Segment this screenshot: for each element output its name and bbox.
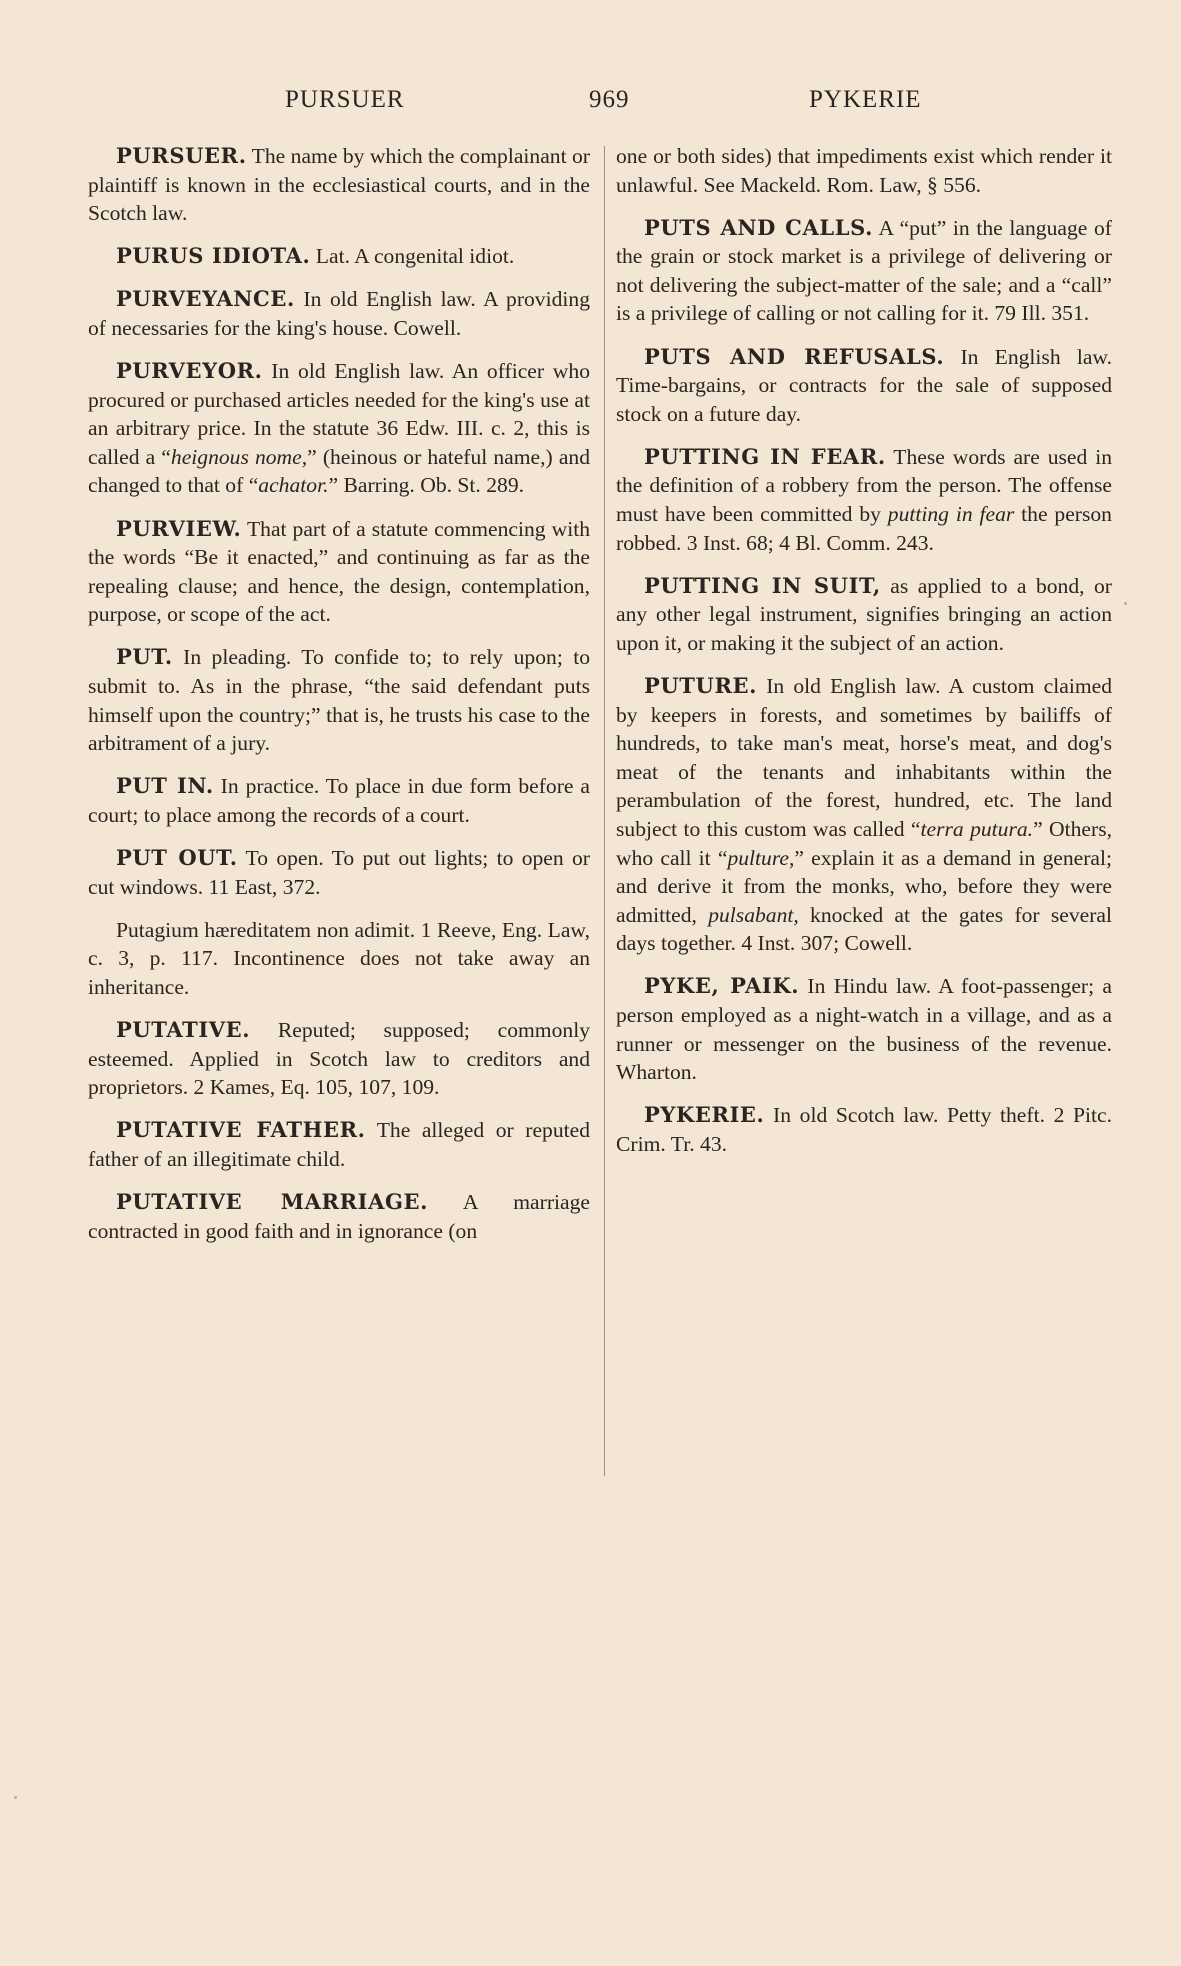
header-last-word: PYKERIE xyxy=(809,86,922,113)
entry-continuation xyxy=(616,142,1112,199)
definition: ” (heinous or hateful name,) and changed to that of “ xyxy=(88,444,590,498)
definition: The name by which the complainant or plaintiff is known in the ecclesiastical courts, and in the Scotch law. xyxy=(88,144,590,226)
headword: PUT OUT. xyxy=(116,844,238,870)
headword: PUT IN. xyxy=(116,773,214,799)
definition-italic: pulture, xyxy=(727,845,795,870)
definition: That part of a statute commencing with the words “Be it enacted,” and continuing as far as the repealing clause; and hence, the design, contemplation, purpose, or scope of the act. xyxy=(88,516,590,627)
entry-putative-father xyxy=(88,1116,590,1173)
entry-purus-idiota xyxy=(88,242,590,271)
definition: To open. To put out lights; to open or cut windows. 11 East, 372. xyxy=(88,845,590,899)
definition: Reputed; supposed; commonly esteemed. Applied in Scotch law to creditors and proprietors. 2 Kames, Eq. 105, 107, 109. xyxy=(88,1017,590,1100)
definition: as applied to a bond, or any other legal instrument, signifies bringing an action upon it, or making it the subject of an action. xyxy=(616,573,1112,655)
definition: The alleged or reputed father of an illegitimate child. xyxy=(88,1118,591,1171)
header-first-word: PURSUER xyxy=(285,86,405,113)
headword: PURVIEW. xyxy=(116,515,242,541)
entry-putagium xyxy=(88,916,590,1002)
definition: In old English law. A providing of necessaries for the king's house. Cowell. xyxy=(88,287,590,340)
headword: PUTTING IN SUIT, xyxy=(644,572,881,598)
entry-purview xyxy=(88,515,590,629)
definition: These words are used in the definition of a robbery from the person. The offense must have been committed by xyxy=(616,444,1113,527)
definition: In Hindu law. A foot-passenger; a person employed as a night-watch in a village, and as a runner or messenger on the business of the revenue. Wharton. xyxy=(616,974,1112,1085)
page-number: 969 xyxy=(589,86,630,113)
paper-speck xyxy=(14,1796,17,1799)
definition: A “put” in the language of the grain or stock market is a privilege of delivering or not delivering the subject-matter of the sale; and a “call” is a privilege of calling or not calling for it. 79 Ill. 351. xyxy=(616,215,1112,326)
definition: In old English law. A custom claimed by keepers in forests, and sometimes by bailiffs of hundreds, to take man's meat, horse's meat, and dog's meat of the tenants and inhabitants within the perambulation of the forest, hundred, etc. The land subject to this custom was called “ xyxy=(616,674,1112,841)
entry-put-in xyxy=(88,772,590,829)
definition: In practice. To place in due form before a court; to place among the records of a court. xyxy=(88,774,590,827)
entry-purveyance xyxy=(88,285,590,342)
column-divider xyxy=(604,146,605,1476)
definition-italic: achator. xyxy=(258,473,329,498)
definition: one or both sides) that impediments exist which render it unlawful. See Mackeld. Rom. Law, § 556. xyxy=(616,144,1112,197)
entry-pykerie xyxy=(616,1101,1112,1158)
entry-puture xyxy=(616,672,1112,958)
entry-puts-and-refusals xyxy=(616,343,1112,429)
headword: PURSUER. xyxy=(116,143,247,168)
entry-putative xyxy=(88,1016,590,1102)
headword: PURUS IDIOTA. xyxy=(116,243,311,269)
headword: PURVEYANCE. xyxy=(116,286,295,312)
definition: 1 Reeve, Eng. Law, c. 3, p. 117. Incontinence does not take away an inheritance. xyxy=(88,917,590,999)
definition: the person robbed. 3 Inst. 68; 4 Bl. Comm. 243. xyxy=(616,502,1112,555)
headword: PUTATIVE FATHER. xyxy=(116,1117,366,1143)
definition: A marriage contracted in good faith and in ignorance (on xyxy=(88,1189,590,1243)
entry-pyke-paik xyxy=(616,972,1112,1086)
headword: PUTS AND CALLS. xyxy=(644,214,873,240)
entry-pursuer xyxy=(88,142,590,228)
entry-putting-in-suit xyxy=(616,572,1112,658)
definition: Lat. A congenital idiot. xyxy=(310,244,515,269)
definition-italic: terra putura. xyxy=(920,816,1034,841)
headword: PUTTING IN FEAR. xyxy=(644,443,886,469)
definition: In old Scotch law. Petty theft. 2 Pitc. Crim. Tr. 43. xyxy=(616,1103,1112,1156)
running-head xyxy=(0,86,1181,120)
headword: PUTURE. xyxy=(644,673,758,698)
paper-speck xyxy=(1124,602,1127,605)
left-column xyxy=(88,142,590,1260)
headword: PUTS AND REFUSALS. xyxy=(644,343,945,369)
right-column xyxy=(616,142,1112,1173)
definition: ” explain it as a demand in general; and derive it from the monks, who, before they were admitted, xyxy=(616,845,1112,927)
definition-italic: heignous nome, xyxy=(170,444,308,469)
definition-italic: pulsabant, xyxy=(708,902,799,927)
definition: In English law. Time-bargains, or contracts for the sale of supposed stock on a future day. xyxy=(616,344,1113,426)
headword: PYKE, PAIK. xyxy=(644,973,800,999)
entry-purveyor xyxy=(88,357,590,500)
entry-puts-and-calls xyxy=(616,214,1112,328)
entry-putative-marriage xyxy=(88,1188,590,1245)
headword: PYKERIE. xyxy=(644,1102,765,1128)
entry-put xyxy=(88,643,590,757)
definition: ” Others, who call it “ xyxy=(616,816,1113,870)
definition-italic: putting in fear xyxy=(887,502,1015,527)
definition: knocked at the gates for several days together. 4 Inst. 307; Cowell. xyxy=(616,902,1113,956)
headword: PUTATIVE MARRIAGE. xyxy=(116,1188,429,1214)
entry-put-out xyxy=(88,844,590,901)
headword: PURVEYOR. xyxy=(116,358,263,384)
definition: In pleading. To confide to; to rely upon; to submit to. As in the phrase, “the said defendant puts himself upon the country;” that is, he trusts his case to the arbitrament of a jury. xyxy=(88,645,590,756)
definition: In old English law. An officer who procured or purchased articles needed for the king's use at an arbitrary price. In the statute 36 Edw. III. c. 2, this is called a “ xyxy=(88,359,590,469)
maxim: Putagium hæreditatem non adimit. xyxy=(116,917,416,942)
definition: ” Barring. Ob. St. 289. xyxy=(328,473,525,498)
headword: PUTATIVE. xyxy=(116,1016,251,1042)
headword: PUT. xyxy=(116,644,173,670)
entry-putting-in-fear xyxy=(616,443,1112,557)
